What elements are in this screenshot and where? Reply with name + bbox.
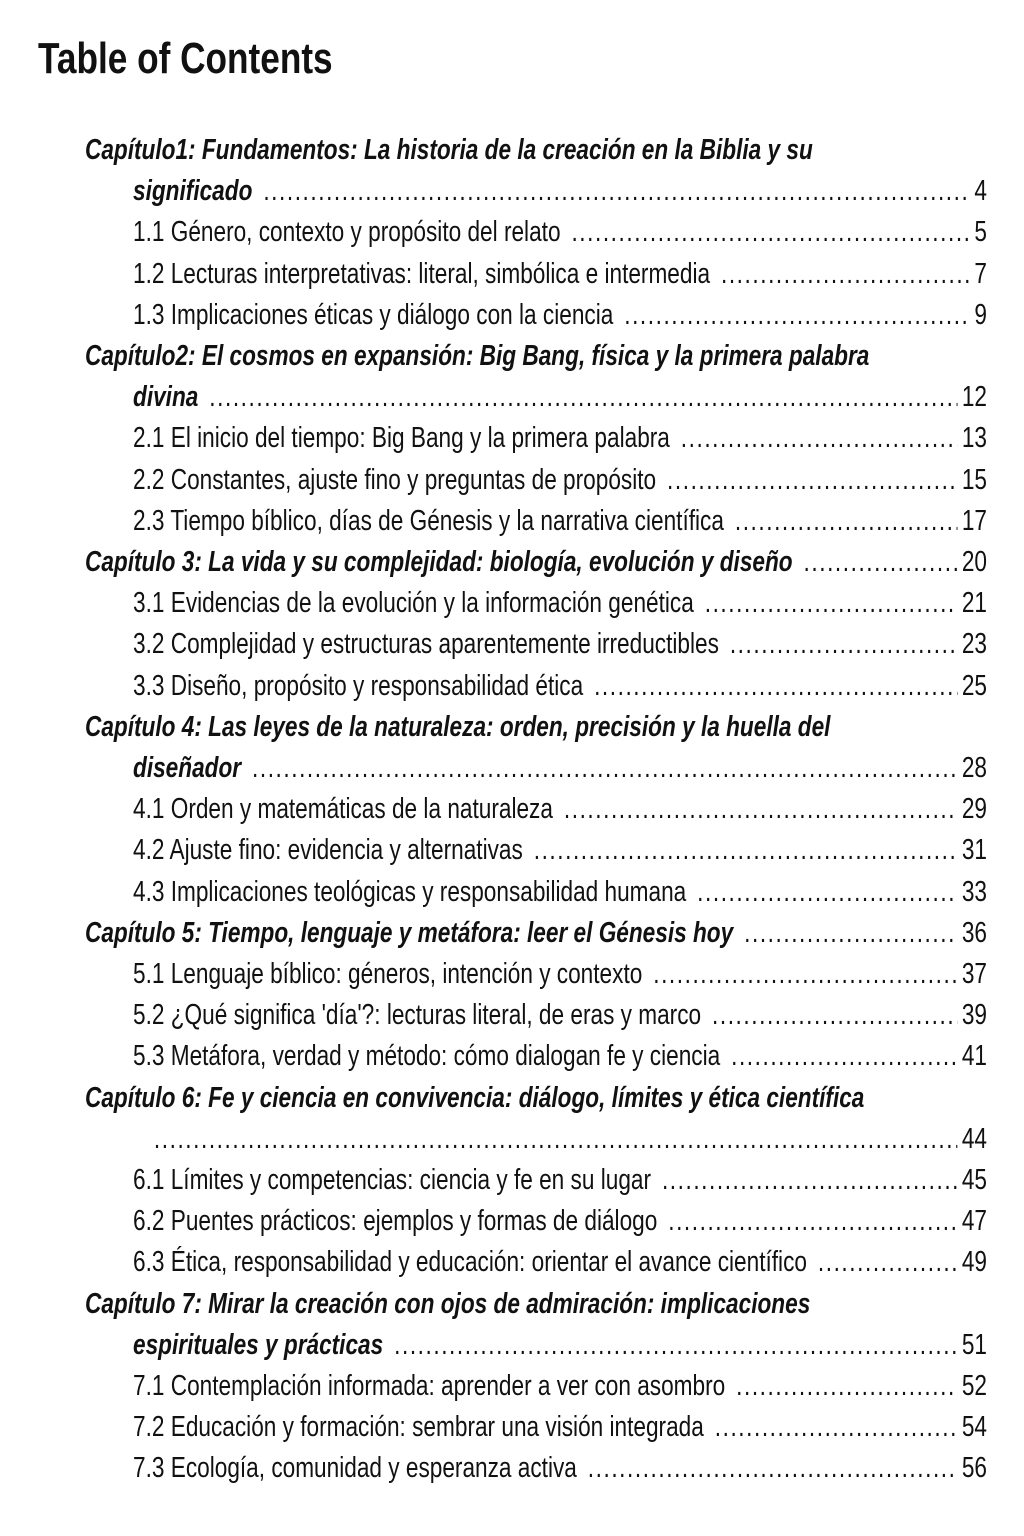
dot-leader — [804, 542, 958, 583]
page-number: 31 — [961, 834, 987, 867]
section-entry[interactable] — [133, 295, 987, 336]
page-number: 45 — [961, 1164, 987, 1196]
entry-title: 7.3 Ecología, comunidad y esperanza activa — [133, 1452, 577, 1485]
entry-title: 3.2 Complejidad y estructuras aparentemente irreductibles — [133, 628, 719, 661]
dot-leader — [736, 1366, 957, 1407]
dot-leader — [681, 418, 957, 459]
entry-title: 5.2 ¿Qué significa 'día'?: lecturas literal, de eras y marco — [133, 999, 702, 1032]
section-entry[interactable] — [133, 1448, 987, 1489]
dot-leader — [705, 583, 957, 624]
dot-leader — [534, 830, 957, 871]
section-entry[interactable] — [133, 954, 987, 995]
section-entry[interactable] — [133, 460, 987, 501]
dot-leader — [653, 954, 957, 995]
page-number: 15 — [961, 463, 987, 496]
dot-leader — [662, 1160, 957, 1201]
section-entry[interactable] — [133, 583, 987, 624]
dot-leader — [263, 171, 969, 212]
page-number: 9 — [974, 298, 987, 331]
entry-title: 1.3 Implicaciones éticas y diálogo con la ciencia — [133, 298, 614, 331]
page-number: 4 — [974, 175, 987, 208]
dot-leader — [721, 254, 970, 295]
page-number: 5 — [974, 216, 987, 249]
chapter-entry-continued[interactable] — [133, 171, 987, 212]
section-entry[interactable] — [133, 666, 987, 707]
dot-leader — [730, 624, 957, 665]
entry-title: espirituales y prácticas — [133, 1328, 384, 1361]
chapter-entry-continued[interactable] — [133, 748, 987, 789]
entry-title: diseñador — [133, 752, 242, 784]
entry-title: 6.1 Límites y competencias: ciencia y fe en su lugar — [133, 1164, 652, 1196]
chapter-entry[interactable] — [85, 542, 987, 583]
section-entry[interactable] — [133, 872, 987, 913]
page-number: 21 — [961, 587, 987, 620]
chapter-entry-continued[interactable] — [133, 1325, 987, 1366]
entry-title: 2.3 Tiempo bíblico, días de Génesis y la narrativa científica — [133, 504, 724, 537]
chapter-entry-continued[interactable] — [133, 377, 987, 418]
page-number: 51 — [961, 1328, 987, 1361]
entry-title: Capítulo 5: Tiempo, lenguaje y metáfora: leer el Génesis hoy — [85, 916, 734, 949]
page-number: 17 — [961, 504, 987, 537]
entry-title: 2.1 El inicio del tiempo: Big Bang y la primera palabra — [133, 422, 670, 455]
dot-leader — [731, 1036, 957, 1077]
entry-title: 6.2 Puentes prácticos: ejemplos y formas de diálogo — [133, 1205, 658, 1238]
dot-leader — [252, 748, 957, 789]
section-entry[interactable] — [133, 1036, 987, 1077]
entry-title: Capítulo 6: Fe y ciencia en convivencia: diálogo, límites y ética científica — [85, 1081, 865, 1114]
dot-leader — [394, 1325, 957, 1366]
entry-title: 4.3 Implicaciones teológicas y responsabilidad humana — [133, 875, 687, 908]
entry-title: Capítulo1: Fundamentos: La historia de la creación en la Biblia y su — [85, 134, 813, 166]
dot-leader — [712, 995, 957, 1036]
section-entry[interactable] — [133, 830, 987, 871]
chapter-entry — [85, 130, 987, 171]
entry-title: 3.1 Evidencias de la evolución y la información genética — [133, 587, 694, 620]
section-entry[interactable] — [133, 624, 987, 665]
section-entry[interactable] — [133, 212, 987, 253]
page-number: 28 — [961, 752, 987, 784]
page-number: 13 — [961, 422, 987, 455]
entry-title: 2.2 Constantes, ajuste fino y preguntas de propósito — [133, 463, 657, 496]
section-entry[interactable] — [133, 1407, 987, 1448]
entry-title: 1.2 Lecturas interpretativas: literal, simbólica e intermedia — [133, 257, 711, 290]
dot-leader — [668, 1201, 957, 1242]
chapter-entry — [85, 336, 987, 377]
entry-title: 3.3 Diseño, propósito y responsabilidad ética — [133, 669, 584, 702]
section-entry[interactable] — [133, 1366, 987, 1407]
dot-leader — [818, 1242, 957, 1283]
section-entry[interactable] — [133, 254, 987, 295]
entry-title: 4.1 Orden y matemáticas de la naturaleza — [133, 793, 553, 826]
dot-leader — [154, 1119, 957, 1160]
entry-title: 1.1 Género, contexto y propósito del relato — [133, 216, 561, 249]
page-number: 7 — [974, 257, 987, 290]
section-entry[interactable] — [133, 1201, 987, 1242]
dot-leader — [571, 212, 969, 253]
page-number: 52 — [961, 1370, 987, 1402]
page-title: Table of Contents — [38, 34, 333, 83]
page-number: 25 — [961, 669, 987, 702]
page-number: 20 — [961, 546, 987, 578]
page-number: 36 — [961, 916, 987, 949]
page-number: 39 — [961, 999, 987, 1032]
page-number: 47 — [961, 1205, 987, 1238]
page-number: 23 — [961, 628, 987, 661]
chapter-entry — [85, 1078, 987, 1119]
section-entry[interactable] — [133, 995, 987, 1036]
section-entry[interactable] — [133, 789, 987, 830]
entry-title: significado — [133, 175, 253, 208]
dot-leader — [735, 501, 957, 542]
entry-title: 7.1 Contemplación informada: aprender a ver con asombro — [133, 1370, 726, 1402]
section-entry[interactable] — [133, 501, 987, 542]
page-number: 37 — [961, 958, 987, 990]
entry-title: Capítulo2: El cosmos en expansión: Big Bang, física y la primera palabra — [85, 340, 870, 372]
page-number: 41 — [961, 1040, 987, 1073]
page-number: 33 — [961, 875, 987, 908]
entry-title: 5.3 Metáfora, verdad y método: cómo dialogan fe y ciencia — [133, 1040, 721, 1073]
entry-title: 5.1 Lenguaje bíblico: géneros, intención y contexto — [133, 958, 643, 990]
dot-leader — [697, 872, 957, 913]
page-number: 54 — [961, 1411, 987, 1444]
dot-leader — [667, 460, 957, 501]
dot-leader — [624, 295, 969, 336]
entry-title: 4.2 Ajuste fino: evidencia y alternativas — [133, 834, 523, 867]
section-entry[interactable] — [133, 1242, 987, 1283]
entry-title: divina — [133, 381, 199, 414]
dot-leader — [744, 913, 957, 954]
chapter-entry-continued[interactable] — [143, 1119, 987, 1160]
dot-leader — [715, 1407, 957, 1448]
entry-title: Capítulo 4: Las leyes de la naturaleza: orden, precisión y la huella del — [85, 710, 831, 743]
dot-leader — [564, 789, 957, 830]
page-number: 56 — [961, 1452, 987, 1485]
section-entry[interactable] — [133, 418, 987, 459]
page-number: 44 — [961, 1122, 987, 1155]
page-number: 49 — [961, 1246, 987, 1279]
dot-leader — [209, 377, 957, 418]
chapter-entry[interactable] — [85, 913, 987, 954]
page-number: 12 — [961, 381, 987, 414]
chapter-entry — [85, 1284, 987, 1325]
section-entry[interactable] — [133, 1160, 987, 1201]
dot-leader — [588, 1448, 957, 1489]
chapter-entry — [85, 707, 987, 748]
entry-title: Capítulo 3: La vida y su complejidad: biología, evolución y diseño — [85, 546, 793, 578]
entry-title: 6.3 Ética, responsabilidad y educación: orientar el avance científico — [133, 1246, 807, 1279]
page-number: 29 — [961, 793, 987, 826]
entry-title: Capítulo 7: Mirar la creación con ojos de admiración: implicaciones — [85, 1287, 811, 1320]
entry-title: 7.2 Educación y formación: sembrar una visión integrada — [133, 1411, 704, 1444]
dot-leader — [594, 666, 957, 707]
